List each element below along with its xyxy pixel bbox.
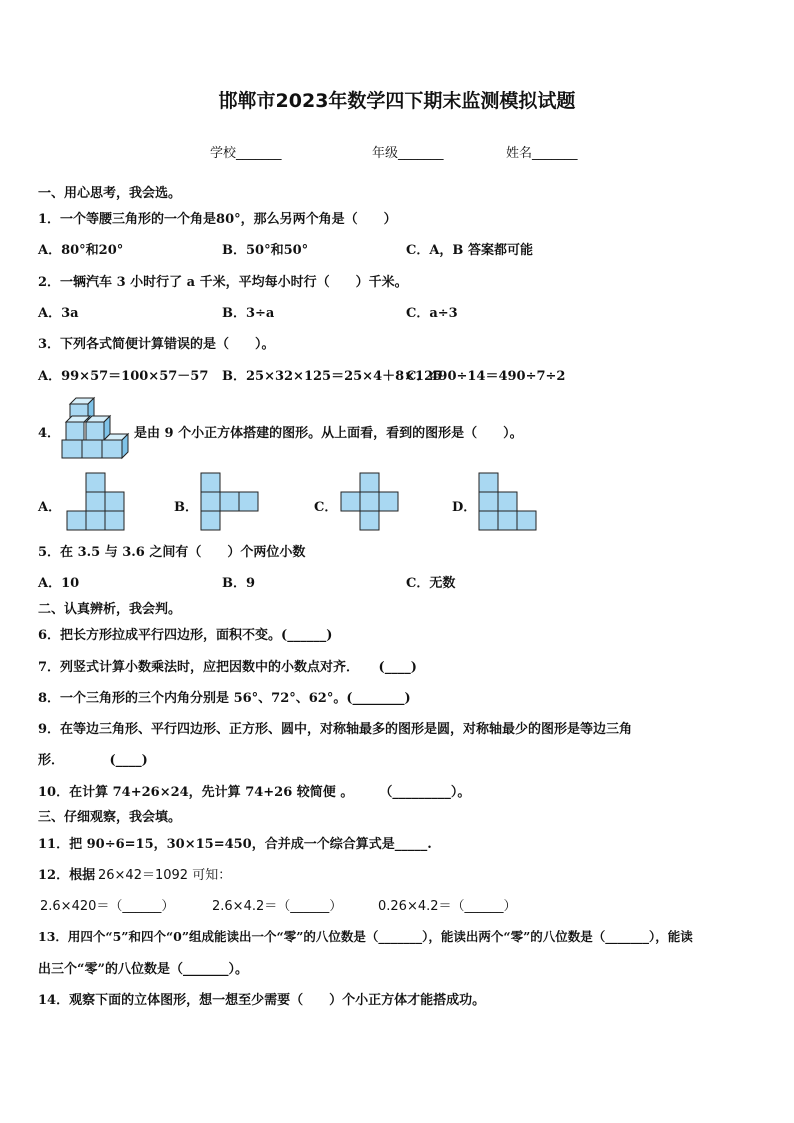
q1-option-a[interactable]: A．80°和20°	[38, 243, 124, 258]
cube-stack-figure	[60, 396, 134, 464]
question-4-text: 是由 9 个小正方体搭建的图形。从上面看，看到的图形是（ ）。	[134, 426, 523, 441]
q4-option-c-figure[interactable]	[340, 472, 402, 532]
section3-heading: 三、仔细观察，我会填。	[38, 810, 182, 825]
q12-blank-c[interactable]: 0.26×4.2＝（______）	[378, 899, 517, 914]
q2-option-a[interactable]: A．3a	[38, 306, 79, 321]
section2-heading: 二、认真辨析，我会判。	[38, 602, 182, 617]
question-11: 11．把 90÷6=15，30×15=450，合并成一个综合算式是_____.	[38, 837, 432, 852]
q4-option-a-figure[interactable]	[66, 472, 128, 532]
q4-option-c[interactable]: C．	[314, 500, 338, 515]
question-13-line1: 13．用四个“5”和四个“0”组成能读出一个“零”的八位数是（_______），能读出两个“零”的八位数是（_______），能读	[38, 929, 693, 944]
q2-option-b[interactable]: B．3÷a	[222, 306, 275, 321]
question-12-equation: 26×42＝1092 可知：	[98, 868, 232, 883]
q12-blank-a[interactable]: 2.6×420＝（______）	[40, 899, 175, 914]
q2-option-c[interactable]: C．a÷3	[406, 306, 458, 321]
question-3: 3．下列各式简便计算错误的是（ ）。	[38, 337, 275, 352]
question-4-number: 4．	[38, 426, 61, 441]
question-13-line2: 出三个“零”的八位数是（_______）。	[38, 962, 248, 977]
q4-option-d-figure[interactable]	[478, 472, 540, 532]
question-1: 1．一个等腰三角形的一个角是80°，那么另两个角是（ ）	[38, 212, 397, 227]
q3-option-b[interactable]: B．25×32×125＝25×4＋8×125	[222, 369, 443, 384]
question-7: 7．列竖式计算小数乘法时，应把因数中的小数点对齐． (____)	[38, 660, 417, 675]
q3-option-a[interactable]: A．99×57＝100×57－57	[38, 369, 209, 384]
question-10: 10．在计算 74+26×24，先计算 74+26 较简便 。 （_________）。	[38, 785, 471, 800]
q4-option-b[interactable]: B．	[174, 500, 198, 515]
q3-option-c[interactable]: C．490÷14＝490÷7÷2	[406, 369, 566, 384]
question-8: 8．一个三角形的三个内角分别是 56°、72°、62°。(________)	[38, 691, 411, 706]
question-6: 6．把长方形拉成平行四边形，面积不变。(______)	[38, 628, 333, 643]
question-12-prefix: 12．根据	[38, 868, 96, 883]
page-title: 邯郸市2023年数学四下期末监测模拟试题	[218, 90, 576, 112]
question-5: 5．在 3.5 与 3.6 之间有（ ）个两位小数	[38, 545, 306, 560]
question-9-line1: 9．在等边三角形、平行四边形、正方形、圆中，对称轴最多的图形是圆，对称轴最少的图形是等边三角	[38, 722, 633, 737]
q1-option-c[interactable]: C．A，B 答案都可能	[406, 243, 533, 258]
name-field[interactable]: 姓名_______	[506, 146, 578, 161]
section1-heading: 一、用心思考，我会选。	[38, 186, 182, 201]
q5-option-a[interactable]: A．10	[38, 576, 80, 591]
q4-option-b-figure[interactable]	[200, 472, 262, 532]
question-14: 14．观察下面的立体图形，想一想至少需要（ ）个小正方体才能搭成功。	[38, 993, 486, 1008]
q12-blank-b[interactable]: 2.6×4.2＝（______）	[212, 899, 343, 914]
q5-option-b[interactable]: B．9	[222, 576, 256, 591]
question-2: 2．一辆汽车 3 小时行了 a 千米，平均每小时行（ ）千米。	[38, 275, 408, 290]
question-9-line2: 形． (____)	[38, 753, 148, 768]
q5-option-c[interactable]: C．无数	[406, 576, 456, 591]
q4-option-d[interactable]: D．	[452, 500, 477, 515]
q4-option-a[interactable]: A．	[38, 500, 62, 515]
grade-field[interactable]: 年级_______	[372, 146, 444, 161]
school-field[interactable]: 学校_______	[210, 146, 282, 161]
q1-option-b[interactable]: B．50°和50°	[222, 243, 309, 258]
